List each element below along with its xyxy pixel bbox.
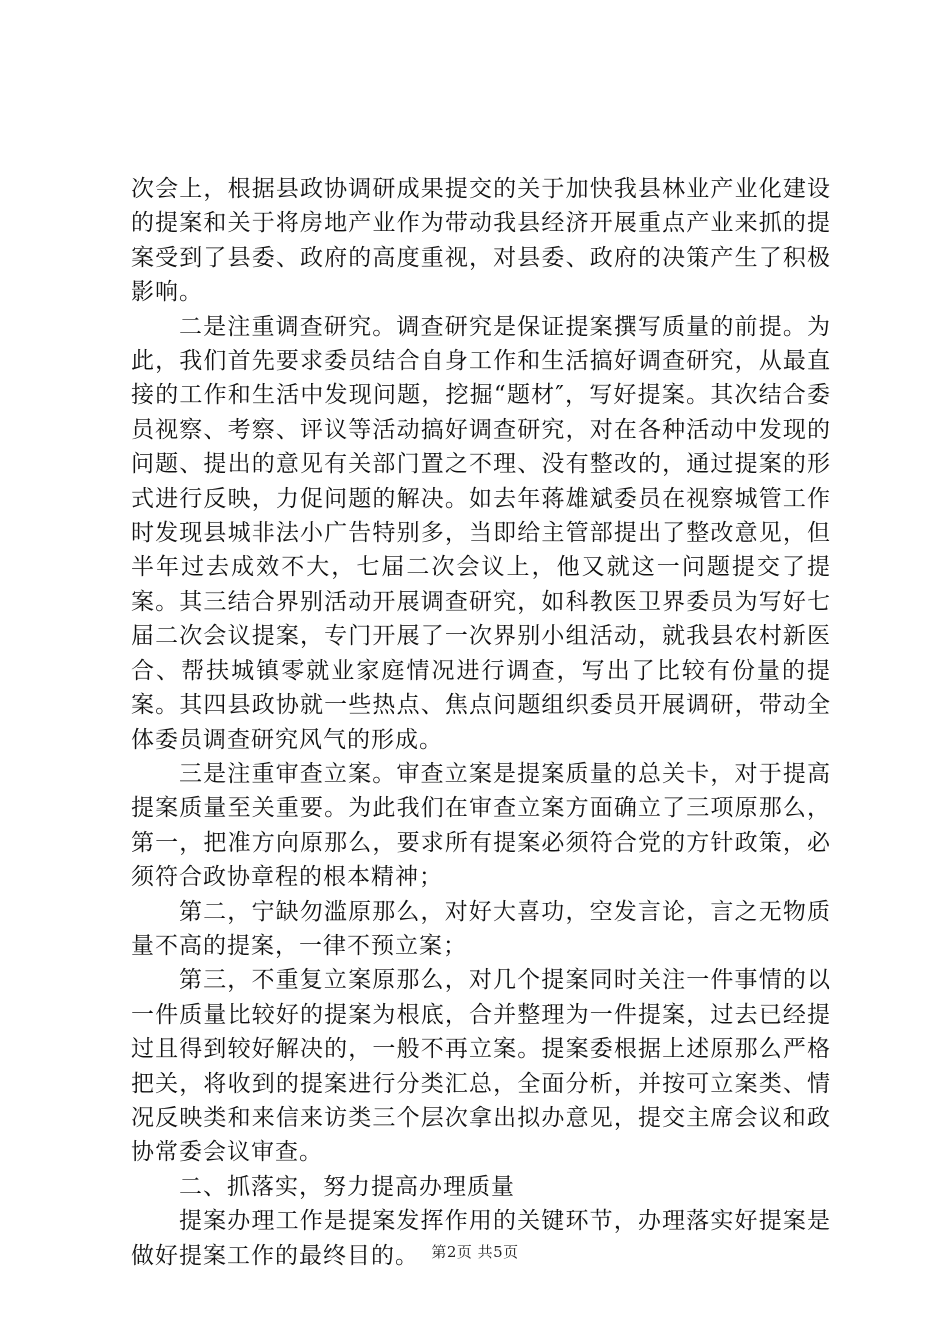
- paragraph-5: 第三，不重复立案原那么，对几个提案同时关注一件事情的以一件质量比较好的提案为根底，合并整理为一件提案，过去已经提过且得到较好解决的，一般不再立案。提案委根据上述原那么严格把关，将收到的提案进行分类汇总，全面分析，并按可立案类、情况反映类和来信来访类三个层次拿出拟办意见，提交主席会议和政协常委会议审查。: [131, 967, 831, 1166]
- paragraph-3: 三是注重审查立案。审查立案是提案质量的总关卡，对于提高提案质量至关重要。为此我们在审查立案方面确立了三项原那么，第一，把准方向原那么，要求所有提案必须符合党的方针政策，必须符合政协章程的根本精神；: [131, 760, 831, 891]
- section-heading: 二、抓落实，努力提高办理质量: [179, 1173, 515, 1200]
- document-body: [131, 172, 831, 1273]
- paragraph-1: 次会上，根据县政协调研成果提交的关于加快我县林业产业化建设的提案和关于将房地产业作为带动我县经济开展重点产业来抓的提案受到了县委、政府的高度重视，对县委、政府的决策产生了积极影响。: [131, 176, 831, 306]
- paragraph-6: 提案办理工作是提案发挥作用的关键环节，办理落实好提案是做好提案工作的最终目的。: [131, 1208, 831, 1269]
- page-number-footer: 第2页 共5页: [431, 1243, 519, 1261]
- paragraph-2: 二是注重调查研究。调查研究是保证提案撰写质量的前提。为此，我们首先要求委员结合自身工作和生活搞好调查研究，从最直接的工作和生活中发现问题，挖掘“题材″，写好提案。其次结合委员视察、考察、评议等活动搞好调查研究，对在各种活动中发现的问题、提出的意见有关部门置之不理、没有整改的，通过提案的形式进行反映，力促问题的解决。如去年蒋雄斌委员在视察城管工作时发现县城非法小广告特别多，当即给主管部提出了整改意见，但半年过去成效不大，七届二次会议上，他又就这一问题提交了提案。其三结合界别活动开展调查研究，如科教医卫界委员为写好七届二次会议提案，专门开展了一次界别小组活动，就我县农村新医合、帮扶城镇零就业家庭情况进行调查，写出了比较有份量的提案。其四县政协就一些热点、焦点问题组织委员开展调研，带动全体委员调查研究风气的形成。: [131, 313, 831, 753]
- paragraph-4: 第二，宁缺勿滥原那么，对好大喜功，空发言论，言之无物质量不高的提案，一律不预立案；: [131, 898, 831, 959]
